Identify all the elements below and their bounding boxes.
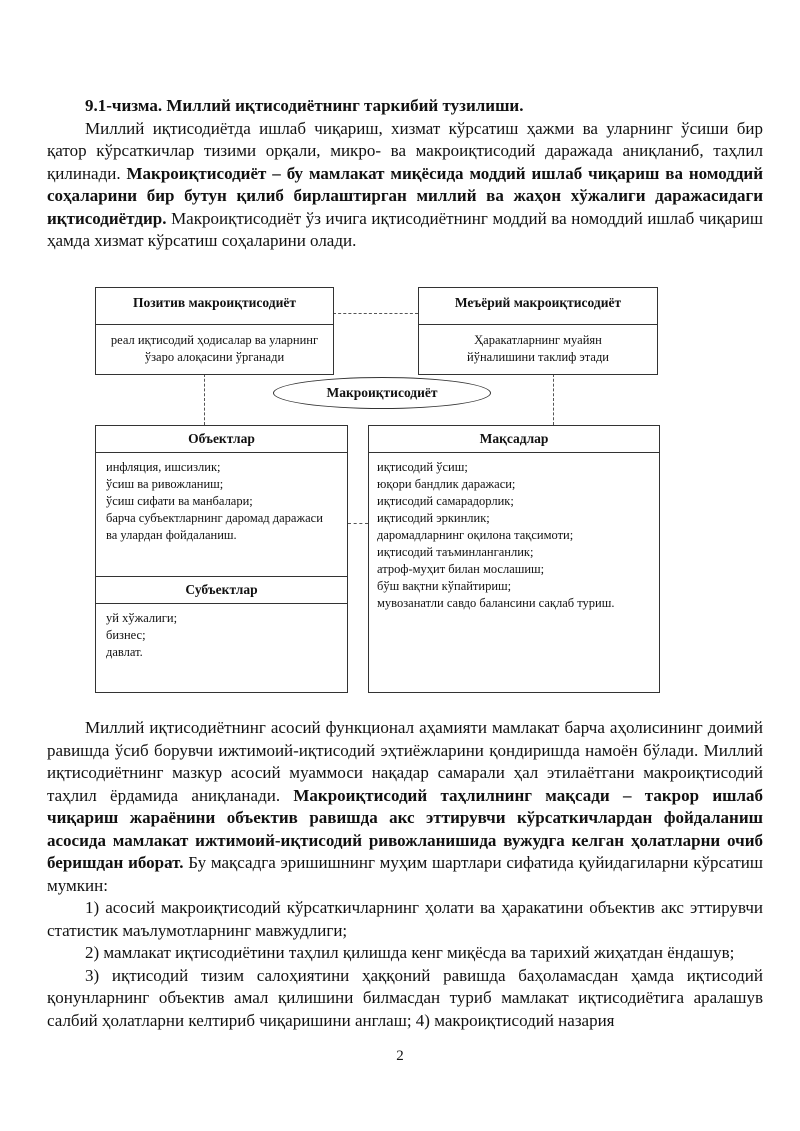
positive-macro-title: Позитив макроиқтисодиёт (96, 288, 333, 325)
list-item: 2) мамлакат иқтисодиётини таҳлил қилишда кенг миқёсда ва тарихий жиҳатдан ёндашув; (85, 943, 735, 962)
subjects-item: уй хўжалиги; (106, 611, 178, 625)
bottom-text (47, 717, 763, 1032)
figure-caption: 9.1-чизма. Миллий иқтисодиётнинг таркибий тузилиши. (85, 96, 524, 115)
positive-macro-box (95, 287, 334, 375)
top-text (47, 95, 763, 253)
objects-item: ўсиш сифати ва манбалари; (106, 494, 253, 508)
goals-item: юқори бандлик даражаси; (377, 477, 516, 491)
goals-box (368, 425, 660, 693)
objects-subjects-box (95, 425, 348, 693)
goals-item: иқтисодий самарадорлик; (377, 494, 514, 508)
list-item: 1) асосий макроиқтисодий кўрсаткичларнинг ҳолати ва ҳаракатини объектив акс эттирувчи статистик маълумотларнинг мавжудлиги; (47, 898, 763, 940)
goals-title: Мақсадлар (369, 426, 659, 453)
objects-item: инфляция, ишсизлик; (106, 460, 221, 474)
subjects-item: бизнес; (106, 628, 146, 642)
analysis-goal-definition: Макроиқтисодий таҳлилнинг мақсади – такрор ишлаб чиқариш жараёнини объектив равишда акс эттирувчи кўрсаткичлардан фойдаланиш асосида мамлакат ижтимоий-иқтисодий ривожланишида вужудга келган ҳолатларни очиб беришдан иборат. (47, 785, 764, 872)
goals-item: иқтисодий ўсиш; (377, 460, 468, 474)
goals-item: иқтисодий таъминланганлик; (377, 545, 534, 559)
goals-item: мувозанатли савдо балансини сақлаб туриш. (377, 596, 615, 610)
connector-left (204, 374, 205, 425)
macroeconomics-ellipse: Макроиқтисодиёт (273, 377, 491, 409)
objects-title: Объектлар (96, 426, 347, 453)
goals-item: бўш вақтни кўпайтириш; (377, 579, 512, 593)
goals-item: даромадларнинг оқилона тақсимоти; (377, 528, 574, 542)
list-item: 3) иқтисодий тизим салоҳиятини ҳаққоний равишда баҳоламасдан ҳамда иқтисодий қонунларнинг объектив амал қилишини билмасдан туриб мамлакат иқтисодиётига аралашув салбий ҳолатларни келтириб чиқаришини англаш; 4) макроиқтисодий назария (47, 965, 763, 1030)
goals-list (369, 453, 659, 612)
objects-item: барча субъектларнинг даромад даражаси ва улардан фойдаланиш. (106, 511, 323, 542)
goals-item: иқтисодий эркинлик; (377, 511, 490, 525)
objects-list (96, 453, 347, 576)
positive-macro-text: реал иқтисодий ҳодисалар ва уларнинг ўзаро алоқасини ўрганади (110, 333, 319, 364)
subjects-list (96, 604, 347, 661)
subjects-item: давлат. (106, 645, 143, 659)
normative-macro-title: Меъёрий макроиқтисодиёт (419, 288, 657, 325)
goals-item: атроф-муҳит билан мослашиш; (377, 562, 545, 576)
paragraph-1: Миллий иқтисодиётда ишлаб чиқариш, хизмат кўрсатиш ҳажми ва уларнинг ўсиши бир қатор кўрсаткичлар тизими орқали, микро- ва макроиқтисодий даражада аниқланиб, таҳлил қилинади. Макроиқтисодиёт – бу мамлакат миқёсида моддий ишлаб чиқариш ва номоддий соҳаларини бир бутун қилиб бирлаштирган миллий ва жаҳон хўжалиги даражасидаги иқтисодиётдир. Макроиқтисодиёт ўз ичига иқтисодиётнинг моддий ва номоддий ишлаб чиқариш ҳамда хизмат кўрсатиш соҳаларини олади. (47, 118, 764, 250)
objects-item: ўсиш ва ривожланиш; (106, 477, 224, 491)
connector-middle (348, 523, 368, 524)
connector-right (553, 374, 554, 425)
normative-macro-box (418, 287, 658, 375)
page-number: 2 (396, 1048, 404, 1064)
subjects-title: Субъектлар (96, 576, 347, 604)
normative-macro-text: Ҳаракатларнинг муайян йўналишини таклиф этади (467, 333, 609, 364)
connector-top (333, 313, 418, 314)
macroeconomics-definition: Макроиқтисодиёт – бу мамлакат миқёсида моддий ишлаб чиқариш ва номоддий соҳаларини бир бутун қилиб бирлаштирган миллий ва жаҳон хўжалиги даражасидаги иқтисодиётдир. (47, 163, 764, 228)
paragraph-2: Миллий иқтисодиётнинг асосий функционал аҳамияти мамлакат барча аҳолисининг доимий равишда ўсиб борувчи ижтимоий-иқтисодий эҳтиёжларини қондиришда намоён бўлади. Миллий иқтисодиётнинг мазкур асосий муаммоси нақадар самарали ҳал этилаётгани макроиқтисодий таҳлил ёрдамида аниқланади. Макроиқтисодий таҳлилнинг мақсади – такрор ишлаб чиқариш жараёнини объектив равишда акс эттирувчи кўрсаткичлардан фойдаланиш асосида мамлакат ижтимоий-иқтисодий ривожланишида вужудга келган ҳолатларни очиб беришдан иборат. Бу мақсадга эришишнинг муҳим шартлари сифатида қуйидагиларни кўрсатиш мумкин: (47, 718, 764, 895)
